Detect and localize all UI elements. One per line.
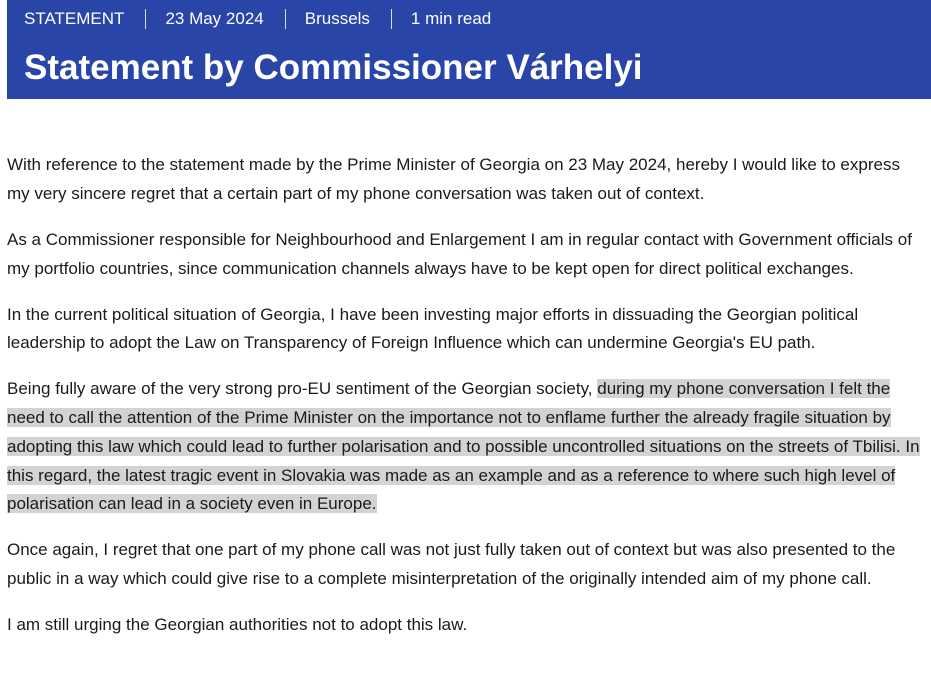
paragraph-1: With reference to the statement made by the Prime Minister of Georgia on 23 May 2024, hereby I would like to express my very sincere regret that a certain part of my phone conversation was taken out of context. (7, 155, 900, 203)
paragraph-2: As a Commissioner responsible for Neighbourhood and Enlargement I am in regular contact with Government officials of my portfolio countries, since communication channels always have to be kept open for direct political exchanges. (7, 229, 912, 278)
meta-separator (391, 9, 392, 29)
content-type-label: STATEMENT (24, 9, 125, 28)
meta-separator (285, 9, 286, 29)
meta-separator (145, 9, 146, 29)
read-time: 1 min read (410, 9, 492, 28)
paragraph-4-text: Being fully aware of the very strong pro-EU sentiment of the Georgian society, (7, 379, 598, 399)
publication-date: 23 May 2024 (165, 9, 264, 28)
paragraph-3: In the current political situation of Georgia, I have been investing major efforts in dissuading the Georgian political leadership to adopt the Law on Transparency of Foreign Influence which can undermine Georgia's EU path. (7, 304, 859, 353)
article-body (7, 151, 923, 657)
paragraph-4 (7, 375, 923, 519)
highlighted-text-selection: during my phone conversation I felt the need to call the attention of the Prime Minister on the importance not to enflame further the already fragile situation by adopting this law which could lead to further polarisation and to possible uncontrolled situations on the streets of Tbilisi. In this regard, the latest tragic event in Slovakia was made as an example and as a reference to where such high level of polarisation can lead in a society even in Europe. (7, 379, 920, 514)
article-meta (24, 9, 491, 29)
article-header (7, 0, 931, 99)
page-title: Statement by Commissioner Várhelyi (24, 48, 643, 87)
location: Brussels (304, 9, 370, 28)
paragraph-5: Once again, I regret that one part of my phone call was not just fully taken out of context but was also presented to the public in a way which could give rise to a complete misinterpretation of the originally intended aim of my phone call. (7, 540, 896, 588)
paragraph-6: I am still urging the Georgian authorities not to adopt this law. (7, 615, 468, 635)
